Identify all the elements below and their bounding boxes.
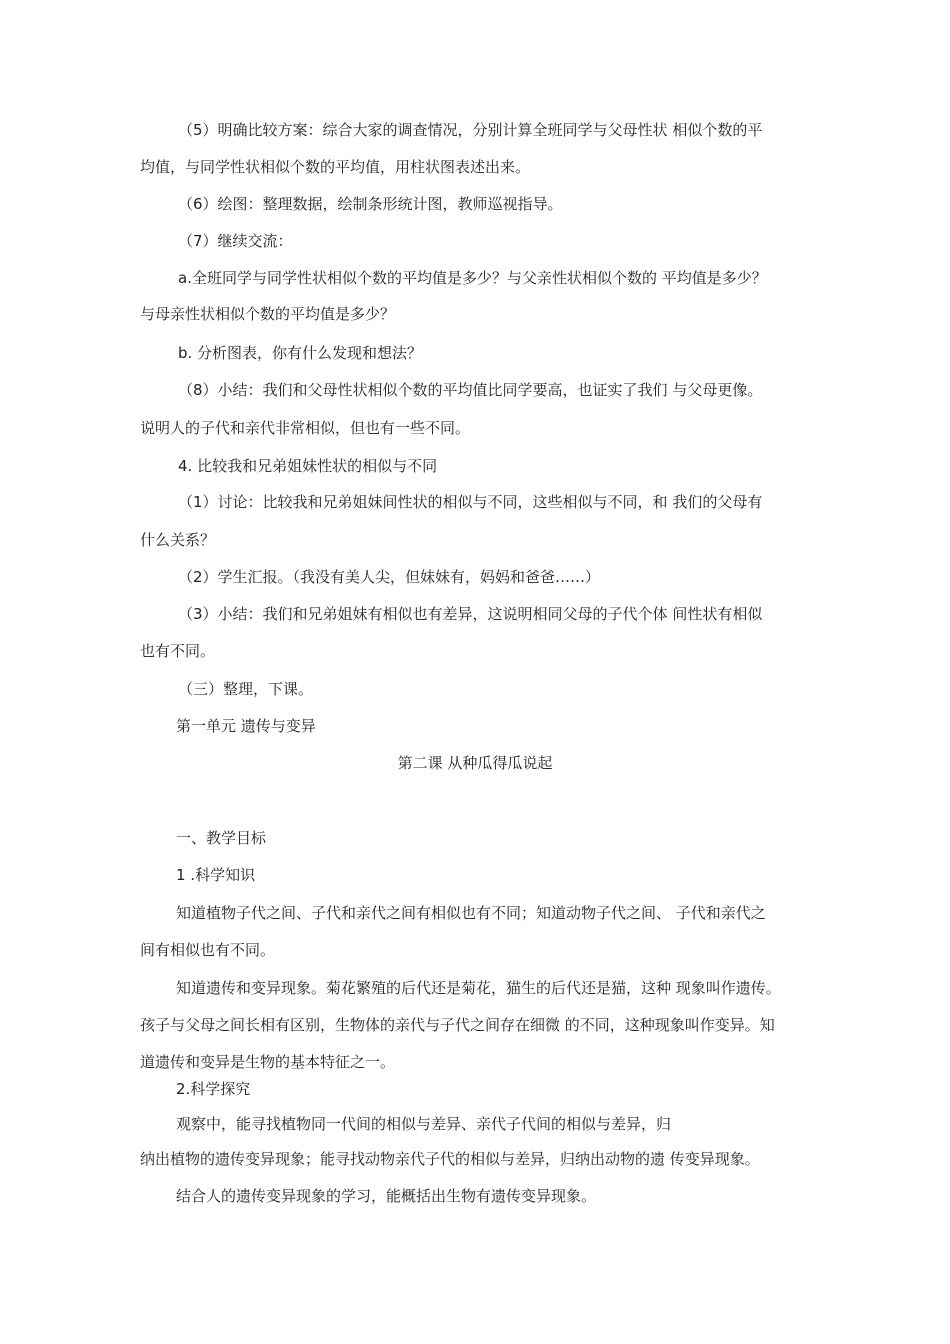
text-line: （三）整理，下课。 xyxy=(178,680,314,698)
subsection-heading: 1 .科学知识 xyxy=(176,866,256,884)
text-line: 知道遗传和变异现象。菊花繁殖的后代还是菊花，猫生的后代还是猫，这种 现象叫作遗传。 xyxy=(176,979,781,997)
text-line: 均值，与同学性状相似个数的平均值，用柱状图表述出来。 xyxy=(140,158,531,176)
text-line: （7）继续交流： xyxy=(178,232,293,250)
text-line: 结合人的遗传变异现象的学习，能概括出生物有遗传变异现象。 xyxy=(176,1187,597,1205)
text-line: 观察中，能寻找植物同一代间的相似与差异、亲代子代间的相似与差异，归 xyxy=(176,1115,672,1133)
subsection-heading: 2.科学探究 xyxy=(176,1080,251,1098)
text-line: a.全班同学与同学性状相似个数的平均值是多少？与父亲性状相似个数的 平均值是多少？ xyxy=(178,269,767,287)
text-line: （5）明确比较方案：综合大家的调查情况，分别计算全班同学与父母性状 相似个数的平 xyxy=(178,121,763,139)
text-line: b. 分析图表，你有什么发现和想法？ xyxy=(178,344,423,362)
text-line: （8）小结：我们和父母性状相似个数的平均值比同学要高，也证实了我们 与父母更像。 xyxy=(178,381,763,399)
text-line: （3）小结：我们和兄弟姐妹有相似也有差异，这说明相同父母的子代个体 间性状有相似 xyxy=(178,605,763,623)
text-line: 道遗传和变异是生物的基本特征之一。 xyxy=(140,1053,396,1071)
text-line: （2）学生汇报。（我没有美人尖，但妹妹有，妈妈和爸爸……） xyxy=(178,568,601,586)
text-line: 4. 比较我和兄弟姐妹性状的相似与不同 xyxy=(178,457,438,475)
text-line: 间有相似也有不同。 xyxy=(140,941,276,959)
lesson-title: 第二课 从种瓜得瓜说起 xyxy=(397,754,553,772)
text-line: 知道植物子代之间、子代和亲代之间有相似也有不同；知道动物子代之间、 子代和亲代之 xyxy=(176,904,766,922)
text-line: 与母亲性状相似个数的平均值是多少？ xyxy=(140,305,396,323)
text-line: （1）讨论：比较我和兄弟姐妹间性状的相似与不同，这些相似与不同，和 我们的父母有 xyxy=(178,493,763,511)
text-line: （6）绘图：整理数据，绘制条形统计图，教师巡视指导。 xyxy=(178,195,563,213)
text-line: 什么关系？ xyxy=(140,531,216,549)
text-line: 说明人的子代和亲代非常相似，但也有一些不同。 xyxy=(140,419,471,437)
text-line: 孩子与父母之间长相有区别，生物体的亲代与子代之间存在细微 的不同，这种现象叫作变异。知 xyxy=(140,1016,775,1034)
text-line: 也有不同。 xyxy=(140,642,216,660)
text-line: 纳出植物的遗传变异现象；能寻找动物亲代子代的相似与差异，归纳出动物的遗 传变异现象。 xyxy=(140,1150,760,1168)
unit-heading: 第一单元 遗传与变异 xyxy=(176,717,316,735)
section-heading: 一、教学目标 xyxy=(176,829,267,847)
